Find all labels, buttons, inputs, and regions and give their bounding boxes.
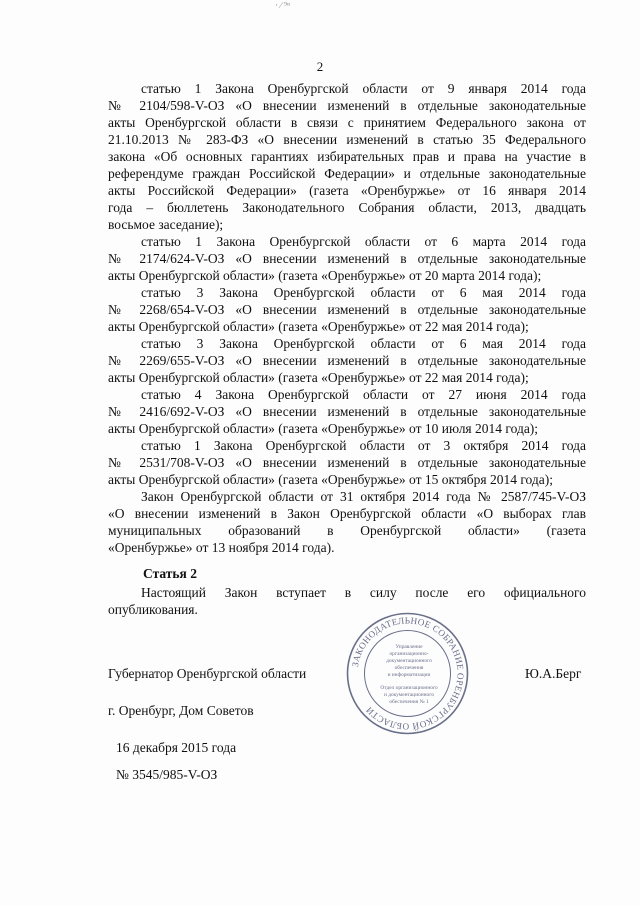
stamp-text: обеспечения (394, 665, 424, 671)
text-line: восьмое заседание); (108, 217, 224, 232)
text-line: 21.10.2013 № 283-ФЗ «О внесении изменений в статью 35 Федерального (108, 132, 586, 147)
stamp-text: документационного (386, 658, 432, 664)
signing-place: г. Оренбург, Дом Советов (108, 703, 254, 718)
signatory-title: Губернатор Оренбургской области (108, 666, 307, 681)
text-line: акты Оренбургской области в связи с принятием Федерального закона от (108, 115, 586, 130)
text-line: акты Оренбургской области» (газета «Оренбуржье» от 10 июля 2014 года); (108, 421, 539, 436)
text-line: статью 3 Закона Оренбургской области от 6 мая 2014 года (141, 285, 586, 300)
text-line: статью 1 Закона Оренбургской области от 9 января 2014 года (141, 81, 586, 96)
stamp-text: обеспечения № 1 (389, 699, 429, 705)
stamp-ring-text: ЗАКОНОДАТЕЛЬНОЕ СОБРАНИЕ ОРЕНБУРГСКОЙ ОБЛАСТИ (349, 615, 466, 732)
text-line: № 2531/708-V-ОЗ «О внесении изменений в отдельные законодательные (108, 455, 586, 470)
text-line: статью 1 Закона Оренбургской области от 6 марта 2014 года (141, 234, 586, 249)
text-line: № 2269/655-V-ОЗ «О внесении изменений в отдельные законодательные (108, 353, 586, 368)
text-line: муниципальных образований в Оренбургской области» (газета (108, 523, 586, 538)
text-line: «Оренбуржье» от 13 ноября 2014 года). (108, 540, 335, 555)
stamp-text: Отдел организационного (380, 685, 438, 691)
text-line: № 2174/624-V-ОЗ «О внесении изменений в отдельные законодательные (108, 251, 586, 266)
stamp-text: Управление (395, 644, 423, 650)
signatory-name: Ю.А.Берг (525, 666, 582, 681)
text-line: статью 4 Закона Оренбургской области от 27 июня 2014 года (141, 387, 586, 402)
article-heading: Статья 2 (143, 566, 197, 581)
text-line: года – бюллетень Законодательного Собрания области, 2013, двадцать (108, 200, 586, 215)
text-line: № 2104/598-V-ОЗ «О внесении изменений в отдельные законодательные (108, 98, 586, 113)
text-line: референдуме граждан Российской Федерации» и отдельные законодательные (108, 166, 586, 181)
text-line: акты Российской Федерации» (газета «Оренбуржье» от 16 января 2014 (108, 183, 586, 198)
text-line: «О внесении изменений в Закон Оренбургской области «О выборах глав (108, 506, 586, 521)
stamp-text: и документационного (383, 692, 435, 698)
stamp-text: и информатизации (387, 672, 431, 678)
text-line: акты Оренбургской области» (газета «Оренбуржье» от 22 мая 2014 года); (108, 319, 529, 334)
text-line: опубликования. (108, 602, 198, 617)
text-line: статью 3 Закона Оренбургской области от 6 мая 2014 года (141, 336, 586, 351)
text-line: статью 1 Закона Оренбургской области от 3 октября 2014 года (141, 438, 586, 453)
text-line: Закон Оренбургской области от 31 октября 2014 года № 2587/745-V-ОЗ (141, 489, 586, 504)
text-line: № 2416/692-V-ОЗ «О внесении изменений в отдельные законодательные (108, 404, 586, 419)
law-number: № 3545/985-V-ОЗ (116, 767, 218, 782)
text-line: акты Оренбургской области» (газета «Оренбуржье» от 22 мая 2014 года); (108, 370, 529, 385)
scan-artifact: · ∕ ⁹ⁿ (275, 0, 290, 10)
text-line: Настоящий Закон вступает в силу после его официального (141, 585, 586, 600)
text-line: акты Оренбургской области» (газета «Оренбуржье» от 15 октября 2014 года); (108, 472, 554, 487)
text-line: акты Оренбургской области» (газета «Оренбуржье» от 20 марта 2014 года); (108, 268, 542, 283)
official-stamp (345, 612, 470, 735)
signing-date: 16 декабря 2015 года (116, 740, 237, 755)
page-number: 2 (316, 59, 324, 74)
text-line: № 2268/654-V-ОЗ «О внесении изменений в отдельные законодательные (108, 302, 586, 317)
text-line: закона «Об основных гарантиях избирательных прав и права на участие в (108, 149, 586, 164)
stamp-text: организационно- (389, 651, 429, 657)
